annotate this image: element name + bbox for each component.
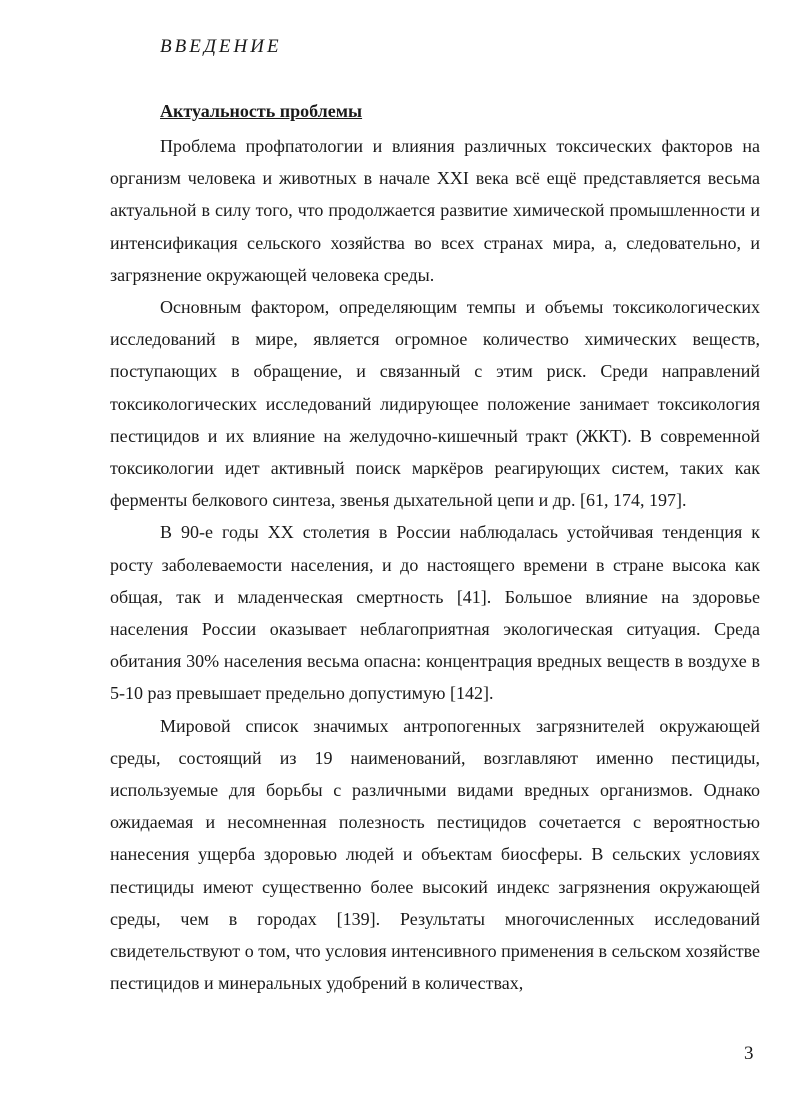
section-heading: ВВЕДЕНИЕ bbox=[160, 36, 282, 57]
body-text bbox=[110, 130, 760, 999]
paragraph-1: Проблема профпатологии и влияния различных токсических факторов на организм человека и животных в начале XXI века всё ещё представляется весьма актуальной в силу того, что продолжается развитие химической промышленности и интенсификация сельского хозяйства во всех странах мира, а, следовательно, и загрязнение окружающей человека среды. bbox=[110, 136, 760, 285]
paragraph-2: Основным фактором, определяющим темпы и объемы токсикологических исследований в мире, является огромное количество химических веществ, поступающих в обращение, и связанный с этим риск. Среди направлений токсикологических исследований лидирующее положение занимает токсикология пестицидов и их влияние на желудочно-кишечный тракт (ЖКТ). В современной токсикологии идет активный поиск маркёров реагирующих систем, таких как ферменты белкового синтеза, звенья дыхательной цепи и др. [61, 174, 197]. bbox=[110, 297, 760, 511]
subsection-heading: Актуальность проблемы bbox=[160, 101, 363, 121]
paragraph-3: В 90-е годы XX столетия в России наблюдалась устойчивая тенденция к росту заболеваемости населения, и до настоящего времени в стране высока как общая, так и младенческая смертность [41]. Большое влияние на здоровье населения России оказывает неблагоприятная экологическая ситуация. Среда обитания 30% населения весьма опасна: концентрация вредных веществ в воздухе в 5-10 раз превышает предельно допустимую [142]. bbox=[110, 522, 760, 704]
page-number: 3 bbox=[744, 1043, 754, 1064]
paragraph-4: Мировой список значимых антропогенных загрязнителей окружающей среды, состоящий из 19 наименований, возглавляют именно пестициды, используемые для борьбы с различными видами вредных организмов. Однако ожидаемая и несомненная полезность пестицидов сочетается с вероятностью нанесения ущерба здоровью людей и объектам биосферы. В сельских условиях пестициды имеют существенно более высокий индекс загрязнения окружающей среды, чем в городах [139]. Результаты многочисленных исследований свидетельствуют о том, что условия интенсивного применения в сельском хозяйстве пестицидов и минеральных удобрений в количествах, bbox=[110, 715, 760, 994]
